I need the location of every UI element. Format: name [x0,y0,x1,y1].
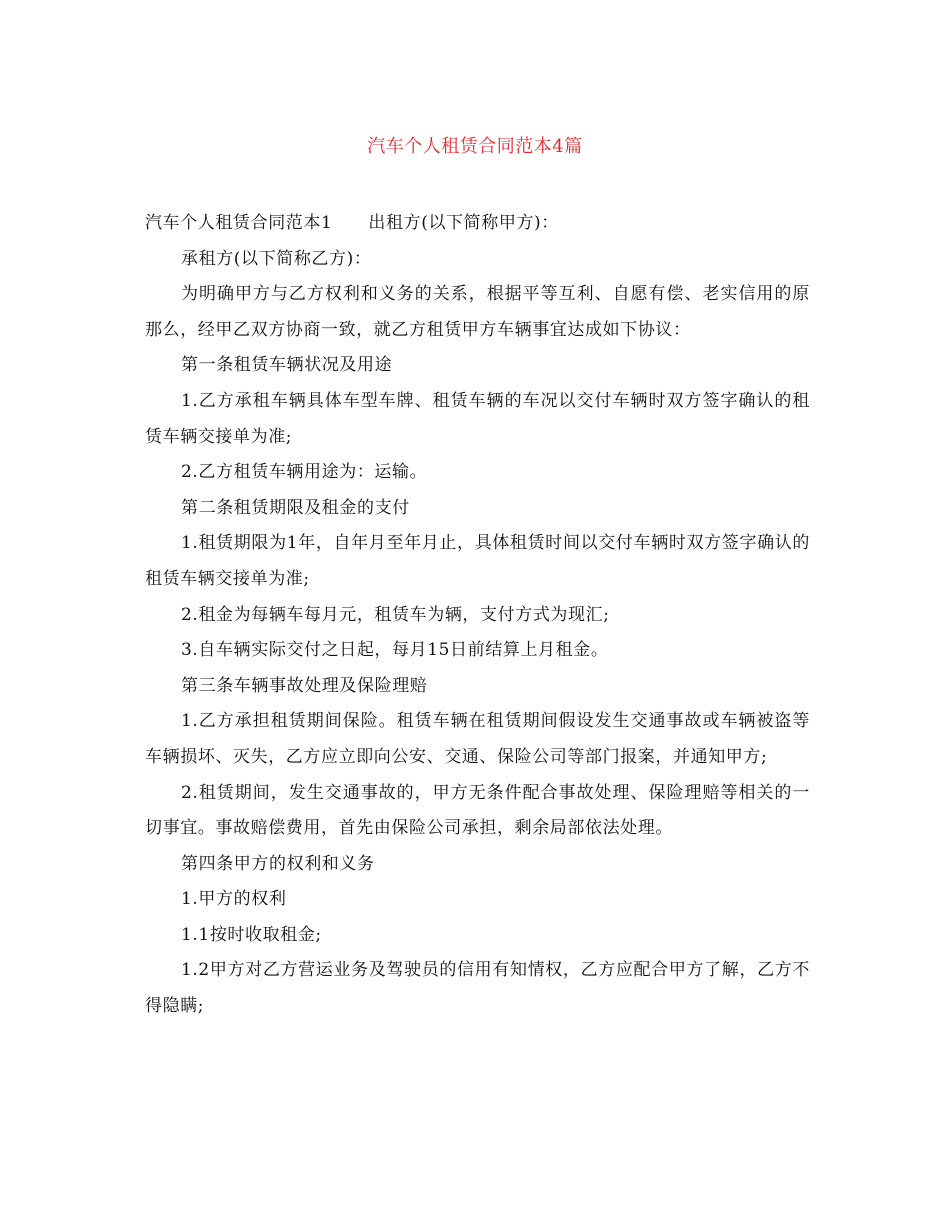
article-2-clause-2: 2.租金为每辆车每月元，租赁车为辆，支付方式为现汇; [181,604,610,625]
article-2-clause-1: 1.租赁期限为1年，自年月至年月止，具体租赁时间以交付车辆时双方签字确认的租赁车辆交接单为准; [145,533,810,589]
document-body [145,206,810,1025]
article-3-clause-1: 1.乙方承担租赁期间保险。租赁车辆在租赁期间假设发生交通事故或车辆被盗等车辆损坏、灭失，乙方应立即向公安、交通、保险公司等部门报案，并通知甲方; [145,711,810,767]
article-4-clause-1: 1.甲方的权利 [181,889,287,910]
article-1-clause-2: 2.乙方租赁车辆用途为：运输。 [181,462,428,483]
article-2-clause-3: 3.自车辆实际交付之日起，每月15日前结算上月租金。 [181,640,609,661]
article-1-clause-1: 1.乙方承租车辆具体车型车牌、租赁车辆的车况以交付车辆时双方签字确认的租赁车辆交接单为准; [145,390,810,447]
article-3-clause-2: 2.租赁期间，发生交通事故的，甲方无条件配合事故处理、保险理赔等相关的一切事宜。事故赔偿费用，首先由保险公司承担，剩余局部依法处理。 [145,782,810,839]
article-4-clause-1-2: 1.2甲方对乙方营运业务及驾驶员的信用有知情权，乙方应配合甲方了解，乙方不得隐瞒; [145,960,810,1017]
article-2-heading: 第二条租赁期限及租金的支付 [181,497,410,518]
paragraph-preamble: 为明确甲方与乙方权利和义务的关系，根据平等互利、自愿有偿、老实信用的原那么，经甲乙双方协商一致，就乙方租赁甲方车辆事宜达成如下协议： [145,284,810,340]
article-1-heading: 第一条租赁车辆状况及用途 [181,355,393,376]
article-4-clause-1-1: 1.1按时收取租金; [181,924,322,945]
article-4-heading: 第四条甲方的权利和义务 [181,853,375,874]
contract-heading: 汽车个人租赁合同范本1 [145,213,333,233]
paragraph-lessee: 承租方(以下简称乙方)： [181,248,372,269]
opening-line [145,206,810,242]
lessor-label: 出租方(以下简称甲方)： [368,213,559,233]
article-3-heading: 第三条车辆事故处理及保险理赔 [181,675,428,696]
document-title: 汽车个人租赁合同范本4篇 [367,136,583,157]
